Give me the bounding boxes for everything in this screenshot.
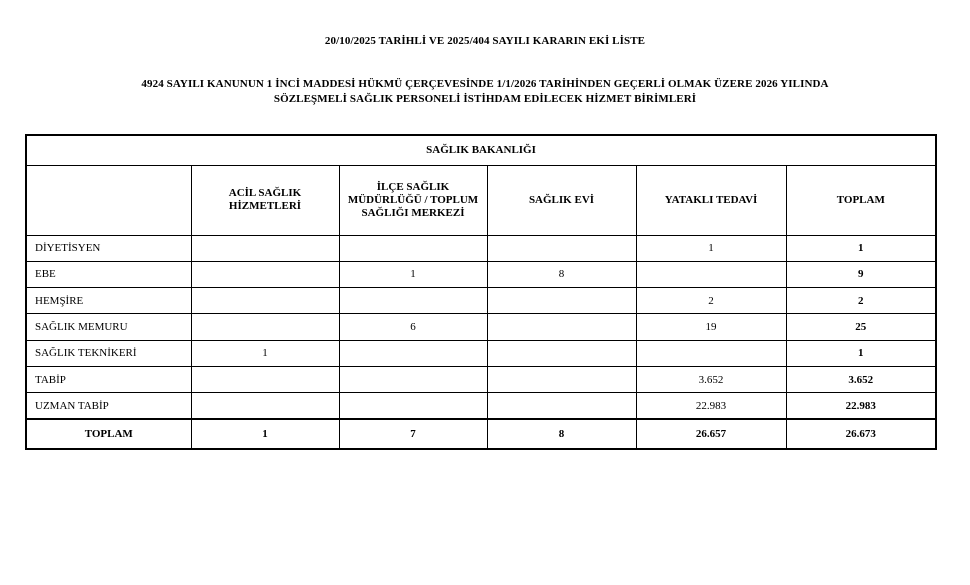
- row-label: TABİP: [26, 366, 191, 392]
- cell-district-health-directorate: [339, 288, 487, 314]
- column-header-row: [26, 165, 936, 235]
- document-subtitle-line-1: 4924 SAYILI KANUNUN 1 İNCİ MADDESİ HÜKMÜ ÇERÇEVESİNDE 1/1/2026 TARİHİNDEN GEÇERLİ OLMAK ÜZERE 2026 YILINDA: [141, 78, 829, 90]
- cell-inpatient-treatment: 3.652: [636, 366, 786, 392]
- table-row: [26, 340, 936, 366]
- cell-emergency-services: [191, 366, 339, 392]
- cell-emergency-services: [191, 261, 339, 287]
- cell-district-health-directorate: 6: [339, 314, 487, 340]
- cell-emergency-services: [191, 314, 339, 340]
- cell-emergency-services: 1: [191, 340, 339, 366]
- cell-emergency-services: [191, 235, 339, 261]
- total-cell-health-house: 8: [487, 419, 636, 449]
- column-header-blank: [26, 165, 191, 235]
- cell-inpatient-treatment: 19: [636, 314, 786, 340]
- column-header-health-house: SAĞLIK EVİ: [487, 165, 636, 235]
- cell-inpatient-treatment: 22.983: [636, 393, 786, 419]
- cell-total: 25: [786, 314, 936, 340]
- cell-district-health-directorate: [339, 340, 487, 366]
- cell-health-house: [487, 288, 636, 314]
- cell-emergency-services: [191, 393, 339, 419]
- cell-total: 9: [786, 261, 936, 287]
- total-row: [26, 419, 936, 449]
- staffing-table: [25, 134, 937, 450]
- cell-inpatient-treatment: 1: [636, 235, 786, 261]
- cell-health-house: [487, 366, 636, 392]
- cell-health-house: [487, 393, 636, 419]
- table-row: [26, 261, 936, 287]
- row-label: UZMAN TABİP: [26, 393, 191, 419]
- table-row: [26, 288, 936, 314]
- row-label: EBE: [26, 261, 191, 287]
- table-row: [26, 393, 936, 419]
- cell-inpatient-treatment: 2: [636, 288, 786, 314]
- cell-district-health-directorate: [339, 393, 487, 419]
- total-cell-emergency-services: 1: [191, 419, 339, 449]
- column-header-total: TOPLAM: [786, 165, 936, 235]
- cell-health-house: [487, 235, 636, 261]
- table-row: [26, 314, 936, 340]
- cell-emergency-services: [191, 288, 339, 314]
- row-label: SAĞLIK MEMURU: [26, 314, 191, 340]
- row-label: DİYETİSYEN: [26, 235, 191, 261]
- total-row-label: TOPLAM: [26, 419, 191, 449]
- cell-district-health-directorate: [339, 235, 487, 261]
- cell-health-house: [487, 340, 636, 366]
- ministry-name-cell: SAĞLIK BAKANLIĞI: [26, 135, 936, 165]
- table-row: [26, 366, 936, 392]
- cell-district-health-directorate: 1: [339, 261, 487, 287]
- cell-total: 1: [786, 235, 936, 261]
- total-cell-total: 26.673: [786, 419, 936, 449]
- document-subtitle-line-2: SÖZLEŞMELİ SAĞLIK PERSONELİ İSTİHDAM EDİLECEK HİZMET BİRİMLERİ: [273, 93, 697, 105]
- column-header-emergency-services: ACİL SAĞLIK HİZMETLERİ: [191, 165, 339, 235]
- cell-inpatient-treatment: [636, 340, 786, 366]
- row-label: HEMŞİRE: [26, 288, 191, 314]
- cell-health-house: 8: [487, 261, 636, 287]
- column-header-inpatient-treatment: YATAKLI TEDAVİ: [636, 165, 786, 235]
- row-label: SAĞLIK TEKNİKERİ: [26, 340, 191, 366]
- cell-total: 1: [786, 340, 936, 366]
- column-header-district-health-directorate: İLÇE SAĞLIK MÜDÜRLÜĞÜ / TOPLUM SAĞLIĞI MERKEZİ: [339, 165, 487, 235]
- document-title: 20/10/2025 TARİHLİ VE 2025/404 SAYILI KARARIN EKİ LİSTE: [324, 35, 646, 47]
- ministry-header-row: [26, 135, 936, 165]
- total-cell-district-health-directorate: 7: [339, 419, 487, 449]
- cell-total: 3.652: [786, 366, 936, 392]
- cell-inpatient-treatment: [636, 261, 786, 287]
- table-row: [26, 235, 936, 261]
- cell-health-house: [487, 314, 636, 340]
- cell-district-health-directorate: [339, 366, 487, 392]
- cell-total: 22.983: [786, 393, 936, 419]
- total-cell-inpatient-treatment: 26.657: [636, 419, 786, 449]
- cell-total: 2: [786, 288, 936, 314]
